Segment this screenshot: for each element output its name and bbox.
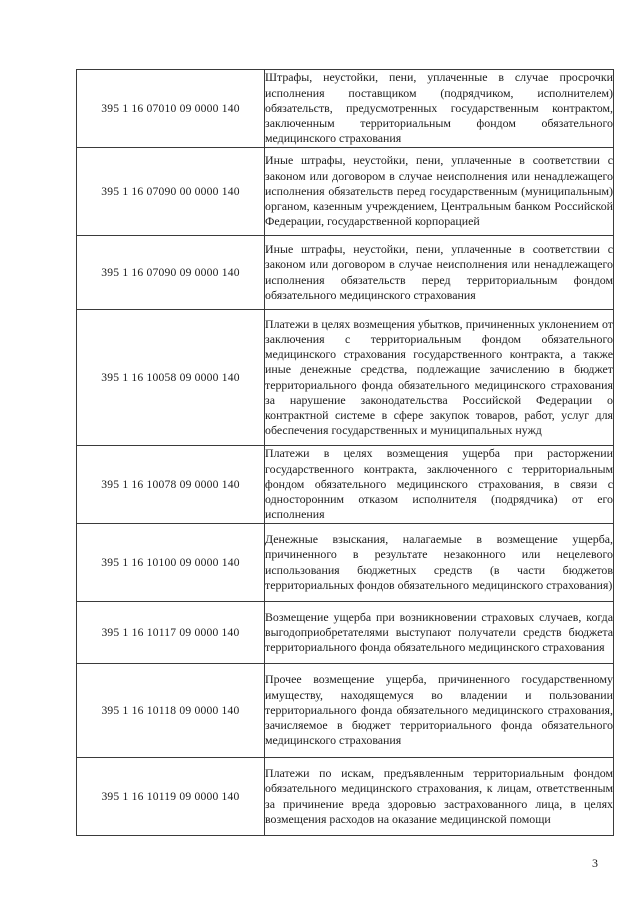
budget-code-cell: 395 1 16 07010 09 0000 140 [77, 70, 265, 148]
table-row [77, 602, 614, 664]
table-row [77, 664, 614, 758]
table-row [77, 524, 614, 602]
table-row [77, 446, 614, 524]
description-cell: Иные штрафы, неустойки, пени, уплаченные в соответствии с законом или договором в случае неисполнения или ненадлежащего исполнения обязательств перед территориальным фондом обязательного медицинского страхования [265, 236, 614, 310]
budget-code-cell: 395 1 16 10117 09 0000 140 [77, 602, 265, 664]
table-row [77, 70, 614, 148]
table-row [77, 310, 614, 446]
budget-code-cell: 395 1 16 07090 09 0000 140 [77, 236, 265, 310]
description-cell: Возмещение ущерба при возникновении страховых случаев, когда выгодоприобретателями выступают получатели средств бюджета территориального фонда обязательного медицинского страхования [265, 602, 614, 664]
description-cell: Платежи в целях возмещения убытков, причиненных уклонением от заключения с территориальным фондом обязательного медицинского страхования государственного контракта, а также иные денежные средства, подлежащие зачислению в бюджет территориального фонда обязательного медицинского страхования за нарушение законодательства Российской Федерации о контрактной системе в сфере закупок товаров, работ, услуг для обеспечения государственных и муниципальных нужд [265, 310, 614, 446]
budget-codes-table [76, 69, 614, 836]
description-cell: Платежи в целях возмещения ущерба при расторжении государственного контракта, заключенного с территориальным фондом обязательного медицинского страхования, в связи с односторонним отказом исполнителя (подрядчика) от его исполнения [265, 446, 614, 524]
budget-code-cell: 395 1 16 10118 09 0000 140 [77, 664, 265, 758]
description-cell: Платежи по искам, предъявленным территориальным фондом обязательного медицинского страхования, к лицам, ответственным за причинение вреда здоровью застрахованного лица, в целях возмещения расходов на оказание медицинской помощи [265, 758, 614, 836]
budget-code-cell: 395 1 16 07090 00 0000 140 [77, 148, 265, 236]
budget-code-cell: 395 1 16 10058 09 0000 140 [77, 310, 265, 446]
table-row [77, 148, 614, 236]
table-row [77, 236, 614, 310]
description-cell: Штрафы, неустойки, пени, уплаченные в случае просрочки исполнения поставщиком (подрядчиком, исполнителем) обязательств, предусмотренных государственным контрактом, заключенным территориальным фондом обязательного медицинского страхования [265, 70, 614, 148]
description-cell: Денежные взыскания, налагаемые в возмещение ущерба, причиненного в результате незаконного или нецелевого использования бюджетных средств (в части бюджетов территориальных фондов обязательного медицинского страхования) [265, 524, 614, 602]
description-cell: Прочее возмещение ущерба, причиненного государственному имуществу, находящемуся во владении и пользовании территориального фонда обязательного медицинского страхования, зачисляемое в бюджет территориального фонда обязательного медицинского страхования [265, 664, 614, 758]
budget-code-cell: 395 1 16 10100 09 0000 140 [77, 524, 265, 602]
budget-code-cell: 395 1 16 10119 09 0000 140 [77, 758, 265, 836]
table-row [77, 758, 614, 836]
budget-code-cell: 395 1 16 10078 09 0000 140 [77, 446, 265, 524]
description-cell: Иные штрафы, неустойки, пени, уплаченные в соответствии с законом или договором в случае неисполнения или ненадлежащего исполнения обязательств перед государственным (муниципальным) органом, казенным учреждением, Центральным банком Российской Федерации, государственной корпорацией [265, 148, 614, 236]
page-number: 3 [592, 856, 598, 870]
